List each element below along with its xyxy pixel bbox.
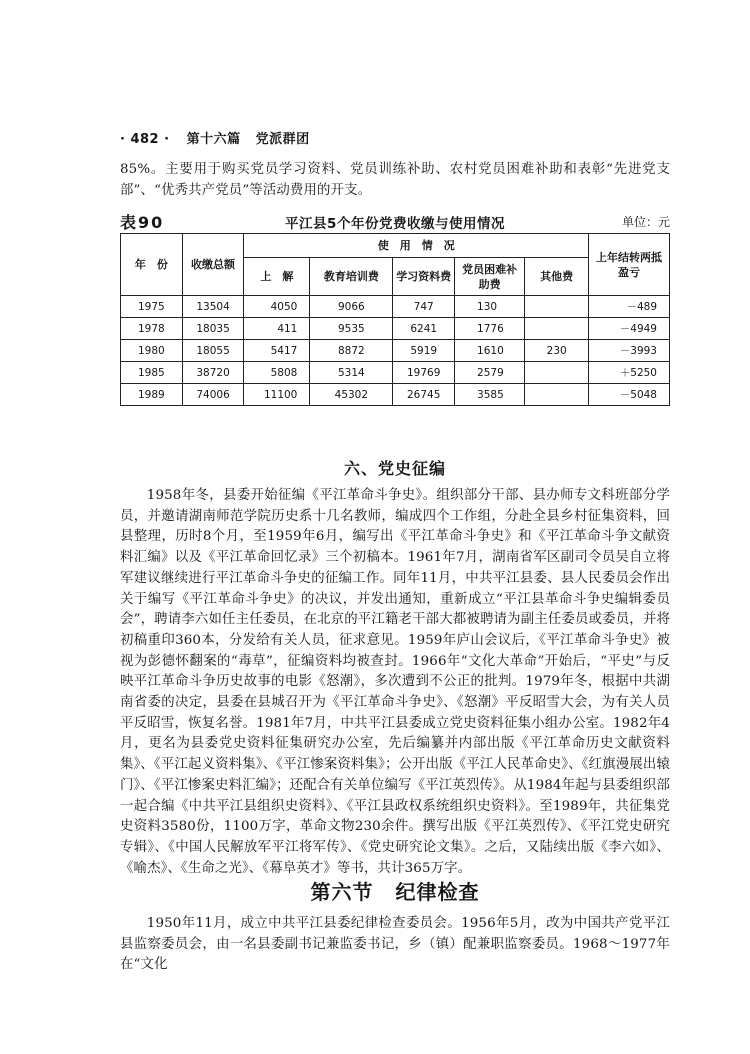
cell-study: 26745 <box>393 384 455 406</box>
cell-total: 18055 <box>182 340 244 362</box>
table-row <box>121 296 670 318</box>
cell-study: 6241 <box>393 318 455 340</box>
cell-total: 38720 <box>182 362 244 384</box>
section-heading-party-history: 六、党史征编 <box>343 459 446 478</box>
cell-hardship: 3585 <box>455 384 525 406</box>
cell-other <box>525 362 589 384</box>
cell-hardship: 130 <box>455 296 525 318</box>
party-fee-table <box>120 233 670 406</box>
cell-education: 45302 <box>310 384 393 406</box>
cell-shangjie: 5417 <box>244 340 310 362</box>
header-year: 年 份 <box>121 234 183 296</box>
cell-year: 1989 <box>121 384 183 406</box>
header-shangjie: 上 解 <box>244 258 310 296</box>
cell-balance: －4949 <box>589 318 670 340</box>
header-other: 其他费 <box>525 258 589 296</box>
cell-other <box>525 384 589 406</box>
cell-hardship: 2579 <box>455 362 525 384</box>
cell-total: 74006 <box>182 384 244 406</box>
header-usage: 使 用 情 况 <box>244 234 589 258</box>
header-education: 教育培训费 <box>310 258 393 296</box>
table-unit: 单位：元 <box>621 215 670 229</box>
cell-other <box>525 296 589 318</box>
table-label: 表90 <box>120 213 165 232</box>
table-caption <box>120 210 670 230</box>
cell-hardship: 1610 <box>455 340 525 362</box>
cell-education: 8872 <box>310 340 393 362</box>
header-balance: 上年结转两抵盈亏 <box>589 234 670 296</box>
table-title: 平江县5个年份党费收缴与使用情况 <box>285 216 505 232</box>
header-total: 收缴总额 <box>182 234 244 296</box>
cell-hardship: 1776 <box>455 318 525 340</box>
section-number: 第六节 <box>310 880 374 904</box>
cell-study: 5919 <box>393 340 455 362</box>
section-name: 纪律检查 <box>395 880 480 904</box>
table-row <box>121 318 670 340</box>
cell-balance: －489 <box>589 296 670 318</box>
cell-shangjie: 411 <box>244 318 310 340</box>
running-header <box>120 128 310 147</box>
table-row <box>121 362 670 384</box>
page-number: · 482 · <box>120 132 170 147</box>
cell-balance: －3993 <box>589 340 670 362</box>
cell-year: 1975 <box>121 296 183 318</box>
cell-education: 9535 <box>310 318 393 340</box>
cell-year: 1980 <box>121 340 183 362</box>
cell-balance: ＋5250 <box>589 362 670 384</box>
party-history-paragraph: 1958年冬，县委开始征编《平江革命斗争史》。组织部分干部、县办师专文科班部分学员，并邀请湖南师范学院历史系十几名教师，编成四个工作组，分赴全县乡村征集资料，回县整理，历时8个月，至1959年6月，编写出《平江革命斗争史》和《平江革命斗争文献资料汇编》以及《平江革命回忆录》三个初稿本。1961年7月，湖南省军区副司令员吴自立将军建议继续进行平江革命斗争史的征编工作。同年11月，中共平江县委、县人民委员会作出关于编写《平江革命斗争史》的决议，并发出通知，重新成立“平江县革命斗争史编辑委员会”，聘请李六如任主任委员，在北京的平江籍老干部大都被聘请为副主任委员或委员，并将初稿重印360本，分发给有关人员，征求意见。1959年庐山会议后，《平江革命斗争史》被视为彭德怀翻案的“毒草”，征编资料均被查封。1966年“文化大革命”开始后，“平史”与反映平江革命斗争历史故事的电影《怒潮》，多次遭到不公正的批判。1979年冬，根据中共湖南省委的决定，县委在县城召开为《平江革命斗争史》、《怒潮》平反昭雪大会，为有关人员平反昭雪，恢复名誉。1981年7月，中共平江县委成立党史资料征集小组办公室。1982年4月，更名为县委党史资料征集研究办公室，先后编纂并内部出版《平江革命历史文献资料集》、《平江起义资料集》、《平江惨案资料集》；公开出版《平江人民革命史》、《红旗漫展出辕门》、《平江惨案史料汇编》；还配合有关单位编写《平江英烈传》。从1984年起与县委组织部一起合编《中共平江县组织史资料》、《平江县政权系统组织史资料》。至1989年，共征集党史资料3580份，1100万字，革命文物230余件。撰写出版《平江英烈传》、《平江党史研究专辑》、《中国人民解放军平江将军传》、《党史研究论文集》。之后，又陆续出版《李六如》、《喻杰》、《生命之光》、《幕阜英才》等书，共计365万字。 <box>120 488 670 876</box>
header-study: 学习资料费 <box>393 258 455 296</box>
cell-other: 230 <box>525 340 589 362</box>
cell-shangjie: 5808 <box>244 362 310 384</box>
header-hardship: 党员困难补助费 <box>455 258 525 296</box>
chapter-title: 党派群团 <box>255 132 310 147</box>
section-title <box>120 876 670 905</box>
cell-balance: －5048 <box>589 384 670 406</box>
chapter-label: 第十六篇 <box>186 132 241 147</box>
cell-other <box>525 318 589 340</box>
discipline-paragraph: 1950年11月，成立中共平江县委纪律检查委员会。1956年5月，改为中国共产党平江县监察委员会，由一名县委副书记兼监委书记，乡（镇）配兼职监察委员。1968～1977年在“文化 <box>120 916 670 973</box>
cell-education: 9066 <box>310 296 393 318</box>
table-row <box>121 340 670 362</box>
cell-study: 747 <box>393 296 455 318</box>
cell-shangjie: 11100 <box>244 384 310 406</box>
cell-shangjie: 4050 <box>244 296 310 318</box>
cell-education: 5314 <box>310 362 393 384</box>
cell-total: 13504 <box>182 296 244 318</box>
cell-study: 19769 <box>393 362 455 384</box>
intro-paragraph: 85%。主要用于购买党员学习资料、党员训练补助、农村党员困难补助和表彰“先进党支部”、“优秀共产党员”等活动费用的开支。 <box>120 162 670 198</box>
table-row <box>121 384 670 406</box>
cell-total: 18035 <box>182 318 244 340</box>
cell-year: 1985 <box>121 362 183 384</box>
cell-year: 1978 <box>121 318 183 340</box>
